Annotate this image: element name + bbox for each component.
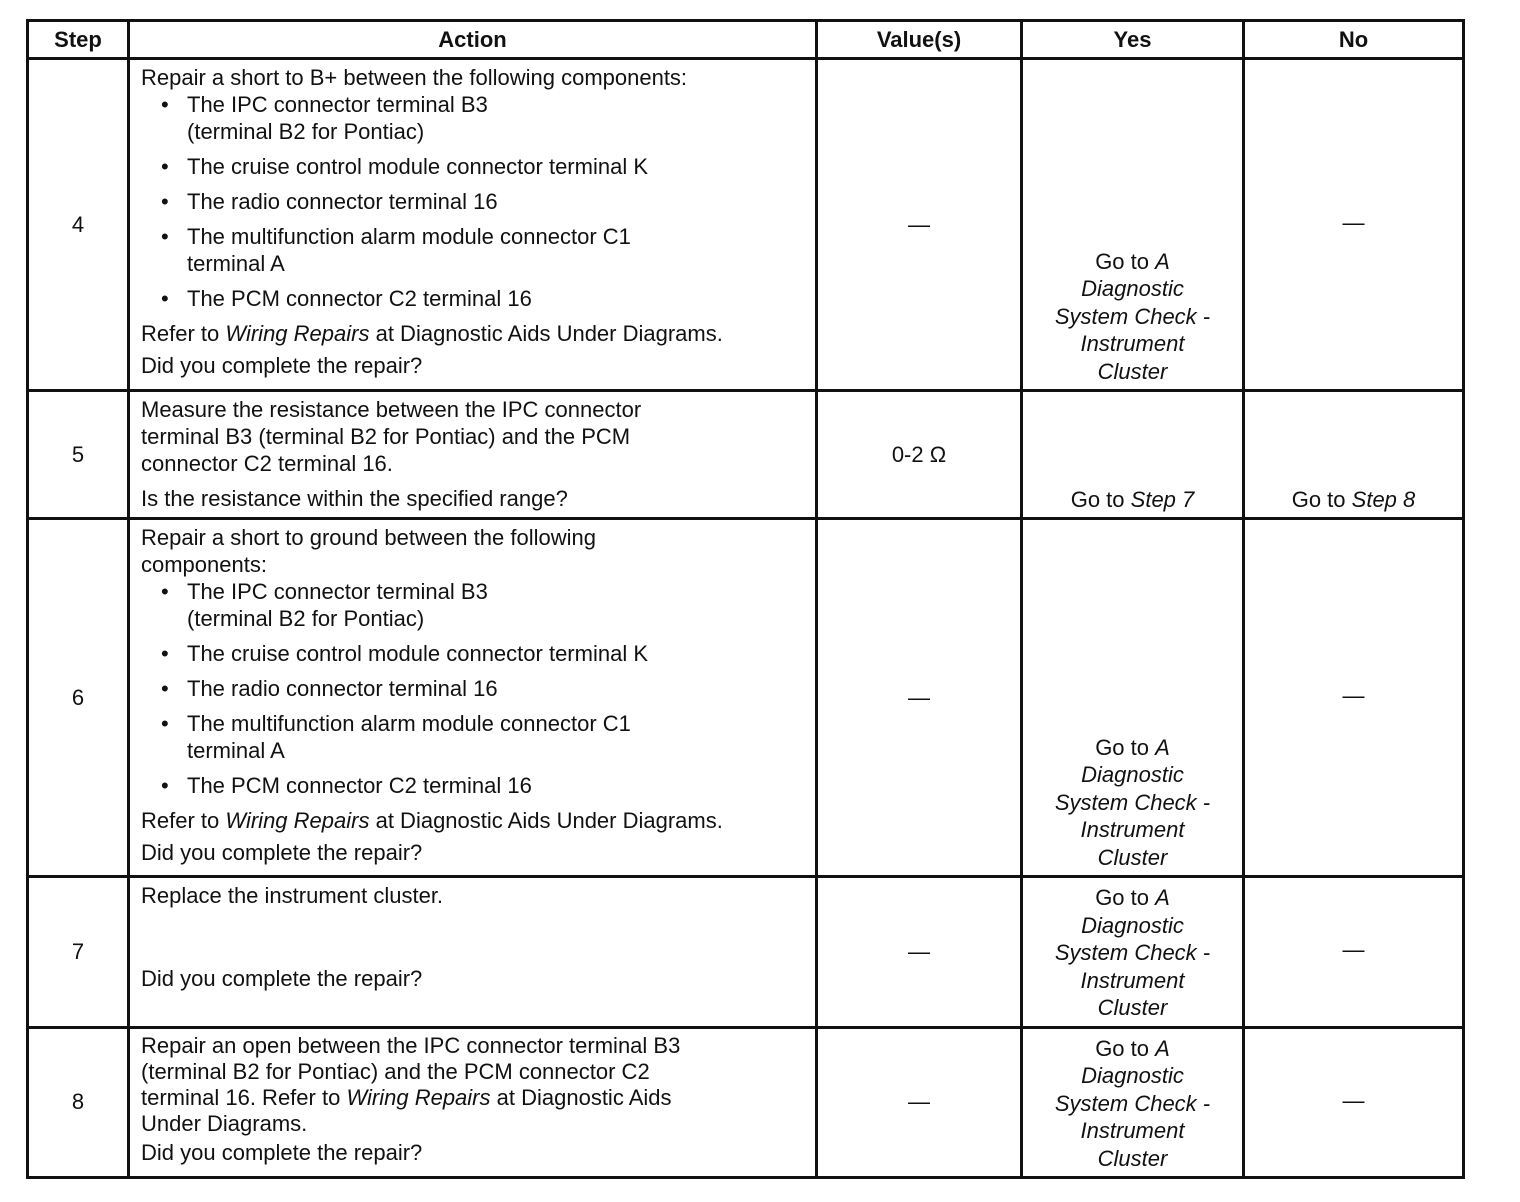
step-number: 8 <box>28 1027 129 1178</box>
no-cell: Go to Step 8 <box>1244 391 1464 519</box>
list-item: • The radio connector terminal 16 <box>161 189 498 214</box>
table-row <box>28 391 1464 519</box>
header-action: Action <box>129 21 817 59</box>
question: Is the resistance within the specified range? <box>141 486 568 511</box>
refer-line: Refer to Wiring Repairs at Diagnostic Aids Under Diagrams. <box>141 321 723 346</box>
step-number: 7 <box>28 877 129 1028</box>
action-cell: Measure the resistance between the IPC connector terminal B3 (terminal B2 for Pontiac) and the PCM connector C2 terminal 16. Is the resistance within the specified range? <box>129 391 817 519</box>
yes-cell: Go to Step 7 <box>1022 391 1244 519</box>
header-values: Value(s) <box>817 21 1022 59</box>
list-item: • The cruise control module connector terminal K <box>161 154 648 179</box>
diagnostic-table <box>26 19 1465 1179</box>
list-item: • The IPC connector terminal B3 (terminal B2 for Pontiac) <box>161 579 488 631</box>
yes-cell: Go to A Diagnostic System Check - Instrument Cluster <box>1022 1027 1244 1178</box>
no-cell: — <box>1244 59 1464 391</box>
table-row <box>28 59 1464 391</box>
header-row <box>28 21 1464 59</box>
list-item: • The radio connector terminal 16 <box>161 676 498 701</box>
value-cell: — <box>817 519 1022 877</box>
component-list <box>141 91 809 312</box>
header-yes: Yes <box>1022 21 1244 59</box>
step-number: 5 <box>28 391 129 519</box>
question: Did you complete the repair? <box>141 353 423 378</box>
list-item: • The multifunction alarm module connector C1 terminal A <box>161 224 631 276</box>
header-step: Step <box>28 21 129 59</box>
action-cell: Repair an open between the IPC connector terminal B3 (terminal B2 for Pontiac) and the PCM connector C2 terminal 16. Refer to Wiring Repairs at Diagnostic Aids Under Diagrams. Did you complete the repair? <box>129 1027 817 1178</box>
step-number: 4 <box>28 59 129 391</box>
value-cell: — <box>817 877 1022 1028</box>
table-row <box>28 1027 1464 1178</box>
action-intro: Repair a short to B+ between the following components: <box>141 65 688 90</box>
question: Did you complete the repair? <box>141 966 423 991</box>
list-item: • The cruise control module connector terminal K <box>161 641 648 666</box>
list-item: • The multifunction alarm module connector C1 terminal A <box>161 711 631 763</box>
list-item: • The PCM connector C2 terminal 16 <box>161 773 532 798</box>
question: Did you complete the repair? <box>141 1139 423 1165</box>
refer-line: Refer to Wiring Repairs at Diagnostic Aids Under Diagrams. <box>141 808 723 833</box>
value-cell: — <box>817 59 1022 391</box>
no-cell: — <box>1244 519 1464 877</box>
value-cell: 0-2 Ω <box>817 391 1022 519</box>
action-cell: Replace the instrument cluster. Did you complete the repair? <box>129 877 817 1028</box>
table-row <box>28 877 1464 1028</box>
component-list <box>141 578 809 799</box>
yes-cell: Go to A Diagnostic System Check - Instrument Cluster <box>1022 519 1244 877</box>
action-cell <box>129 59 817 391</box>
action-cell: Repair a short to ground between the following components: • The IPC connector terminal B3 (terminal B2 for Pontiac) • The cruise control module connector terminal K • The radio connector terminal 16 • The multifunction alarm module connector C1 terminal A • The PCM connector C2 terminal 16 Refer to Wiring Repairs at Diagnostic Aids Under Diagrams. Did you complete the repair? <box>129 519 817 877</box>
value-cell: — <box>817 1027 1022 1178</box>
step-number: 6 <box>28 519 129 877</box>
yes-cell: Go to A Diagnostic System Check - Instrument Cluster <box>1022 877 1244 1028</box>
header-no: No <box>1244 21 1464 59</box>
no-cell: — <box>1244 877 1464 1028</box>
list-item: • The IPC connector terminal B3 (terminal B2 for Pontiac) <box>161 92 488 144</box>
table-row <box>28 519 1464 877</box>
yes-cell: Go to A Diagnostic System Check - Instrument Cluster <box>1022 59 1244 391</box>
list-item: • The PCM connector C2 terminal 16 <box>161 286 532 311</box>
question: Did you complete the repair? <box>141 840 423 865</box>
no-cell: — <box>1244 1027 1464 1178</box>
